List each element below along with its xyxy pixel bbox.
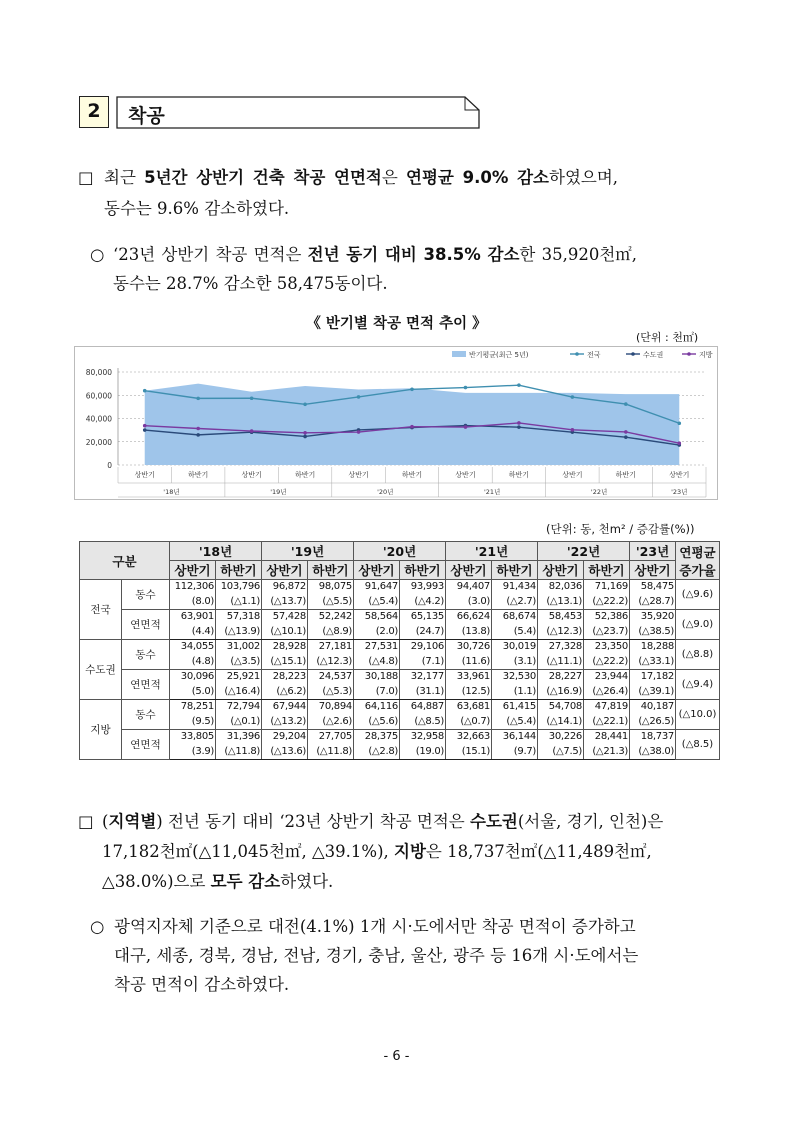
table-value: 112,306 [170, 580, 216, 595]
p3-line1 [102, 806, 663, 837]
table-metric: 연면적 [122, 610, 170, 640]
bold-text-run: 연평균 9.0% 감소 [406, 168, 549, 187]
table-value: 30,226 [538, 730, 584, 745]
text-run: ) 전년 동기 대비 ‘23년 상반기 착공 면적은 [156, 812, 470, 831]
table-value: 96,872 [262, 580, 308, 595]
legend-marker [687, 352, 691, 356]
x-tick-label: 하반기 [615, 471, 636, 479]
page-number: - 6 - [383, 1049, 410, 1064]
y-tick-label: 0 [107, 461, 112, 470]
data-point [410, 387, 414, 391]
text-run: ‘23년 상반기 착공 면적은 [113, 245, 308, 264]
table-value: 24,537 [308, 670, 354, 685]
data-point [357, 395, 361, 399]
p2-line2: 동수는 28.7% 감소한 58,475동이다. [113, 274, 388, 293]
table-change: (△13.7) [262, 595, 308, 610]
table-value: 28,375 [354, 730, 400, 745]
legend-label: 수도권 [643, 351, 664, 359]
table-row [80, 700, 720, 715]
data-point [464, 386, 468, 390]
x-tick-label: 상반기 [348, 471, 369, 479]
section-title: 착공 [128, 105, 165, 127]
table-change: (△22.2) [584, 595, 630, 610]
table-change: (△10.1) [262, 625, 308, 640]
table-change: (24.7) [400, 625, 446, 640]
table-header-half: 상반기 [538, 561, 584, 580]
p2-marker: ○ [90, 245, 105, 264]
table-header-half: 하반기 [492, 561, 538, 580]
table-header-half: 상반기 [630, 561, 676, 580]
table-value: 54,708 [538, 700, 584, 715]
p2-line1 [113, 239, 637, 270]
table-header-half: 하반기 [216, 561, 262, 580]
table-header-avg-line: 증가율 [679, 562, 716, 578]
table-metric: 동수 [122, 640, 170, 670]
table-change: (9.7) [492, 745, 538, 760]
table-header-year: '22년 [538, 542, 630, 561]
table-value: 32,958 [400, 730, 446, 745]
text-run: (서울, 경기, 인천)은 [517, 812, 664, 831]
table-change: (△16.4) [216, 685, 262, 700]
table-value: 36,144 [492, 730, 538, 745]
y-tick-label: 80,000 [85, 368, 112, 377]
data-point [143, 424, 147, 428]
table-avg-rate: (△9.0) [676, 610, 720, 640]
year-label: '20년 [377, 488, 394, 496]
table-value: 58,564 [354, 610, 400, 625]
table-change: (△5.6) [354, 715, 400, 730]
table-value: 57,428 [262, 610, 308, 625]
table-header-year: '23년 [630, 542, 676, 561]
table-value: 93,993 [400, 580, 446, 595]
table-change: (△15.1) [262, 655, 308, 670]
table-value: 18,737 [630, 730, 676, 745]
table-change: (△2.7) [492, 595, 538, 610]
table-header-year: '19년 [262, 542, 354, 561]
table-row-change [80, 595, 720, 610]
table-change: (△6.2) [262, 685, 308, 700]
series-area-0 [145, 384, 680, 465]
table-change: (9.5) [170, 715, 216, 730]
area-trend-chart [74, 346, 718, 500]
data-point [517, 421, 521, 425]
table-value: 47,819 [584, 700, 630, 715]
table-row-change [80, 745, 720, 760]
table-header-half: 하반기 [584, 561, 630, 580]
legend-label: 전국 [587, 351, 601, 359]
table-change: (4.4) [170, 625, 216, 640]
table-change: (△2.6) [308, 715, 354, 730]
table-change: (11.6) [446, 655, 492, 670]
table-value: 29,204 [262, 730, 308, 745]
section-title-box [116, 96, 480, 129]
table-avg-rate: (△10.0) [676, 700, 720, 730]
year-label: '22년 [590, 488, 608, 496]
table-value: 28,928 [262, 640, 308, 655]
data-point [571, 395, 575, 399]
text-run: △38.0%)으로 [102, 872, 211, 891]
x-tick-label: 상반기 [455, 471, 476, 479]
table-metric: 연면적 [122, 730, 170, 760]
year-label: '21년 [484, 488, 501, 496]
section-number: 2 [79, 96, 109, 128]
table-change: (△11.1) [538, 655, 584, 670]
table-header-half: 하반기 [400, 561, 446, 580]
data-point [303, 435, 307, 439]
table-row [80, 730, 720, 745]
year-label: '23년 [671, 488, 688, 496]
table-value: 34,055 [170, 640, 216, 655]
table-change: (19.0) [400, 745, 446, 760]
chart-title: 《 반기별 착공 면적 추이 》 [306, 316, 487, 332]
table-value: 52,386 [584, 610, 630, 625]
data-point [517, 425, 521, 429]
table-change: (△38.0) [630, 745, 676, 760]
table-value: 52,242 [308, 610, 354, 625]
table-change: (△13.6) [262, 745, 308, 760]
data-point [677, 421, 681, 425]
table-metric: 연면적 [122, 670, 170, 700]
chart-unit: (단위 : 천㎡) [636, 331, 699, 344]
table-value: 23,944 [584, 670, 630, 685]
data-point [143, 428, 147, 432]
table-change: (△13.9) [216, 625, 262, 640]
table-header-half: 상반기 [262, 561, 308, 580]
table-value: 63,681 [446, 700, 492, 715]
table-value: 33,805 [170, 730, 216, 745]
table-value: 32,663 [446, 730, 492, 745]
table-value: 27,181 [308, 640, 354, 655]
table-value: 32,177 [400, 670, 446, 685]
table-value: 28,223 [262, 670, 308, 685]
text-run: 하였으며, [549, 168, 619, 187]
table-value: 30,726 [446, 640, 492, 655]
table-row [80, 670, 720, 685]
table-value: 91,647 [354, 580, 400, 595]
legend-swatch [452, 351, 466, 357]
data-point [303, 402, 307, 406]
p3-marker: □ [78, 812, 94, 831]
table-change: (△5.5) [308, 595, 354, 610]
table-change: (7.1) [400, 655, 446, 670]
table-group-name: 수도권 [80, 640, 122, 700]
table-change: (△4.8) [354, 655, 400, 670]
table-change: (△33.1) [630, 655, 676, 670]
table-change: (△11.8) [216, 745, 262, 760]
table-change: (△12.3) [538, 625, 584, 640]
bold-text-run: 지방 [394, 842, 426, 861]
data-point [196, 427, 200, 431]
data-point [624, 435, 628, 439]
table-value: 25,921 [216, 670, 262, 685]
table-group-name: 전국 [80, 580, 122, 640]
table-header-group: 구분 [80, 542, 170, 580]
data-point [250, 396, 254, 400]
x-tick-label: 상반기 [134, 471, 155, 479]
table-value: 58,475 [630, 580, 676, 595]
table-change: (7.0) [354, 685, 400, 700]
legend-label: 반기평균(최근 5년) [469, 351, 529, 359]
table-change: (1.1) [492, 685, 538, 700]
table-header-half: 상반기 [446, 561, 492, 580]
data-point [196, 397, 200, 401]
table-value: 31,002 [216, 640, 262, 655]
table-value: 23,350 [584, 640, 630, 655]
y-tick-label: 40,000 [85, 414, 112, 424]
table-header-half: 하반기 [308, 561, 354, 580]
table-change: (△21.3) [584, 745, 630, 760]
year-label: '19년 [270, 488, 287, 496]
legend-marker [575, 352, 579, 356]
table-change: (△8.5) [400, 715, 446, 730]
table-avg-rate: (△8.8) [676, 640, 720, 670]
table-change: (12.5) [446, 685, 492, 700]
table-change: (△7.5) [538, 745, 584, 760]
table-change: (△23.7) [584, 625, 630, 640]
table-change: (4.8) [170, 655, 216, 670]
legend-marker [631, 352, 635, 356]
table-change: (△26.5) [630, 715, 676, 730]
table-value: 82,036 [538, 580, 584, 595]
table-value: 31,396 [216, 730, 262, 745]
table-value: 68,674 [492, 610, 538, 625]
p3-line3 [102, 866, 333, 897]
table-value: 40,187 [630, 700, 676, 715]
table-value: 27,531 [354, 640, 400, 655]
text-run: 은 18,737천㎡(△11,489천㎡, [425, 842, 652, 861]
bold-text-run: 모두 감소 [210, 872, 281, 891]
bold-text-run: 수도권 [470, 812, 518, 831]
table-change: (△5.4) [492, 715, 538, 730]
data-point [410, 425, 414, 429]
x-tick-label: 하반기 [188, 471, 209, 479]
table-value: 18,288 [630, 640, 676, 655]
table-value: 30,019 [492, 640, 538, 655]
x-tick-label: 상반기 [241, 471, 262, 479]
x-tick-label: 상반기 [669, 471, 690, 479]
table-change: (△38.5) [630, 625, 676, 640]
table-value: 103,796 [216, 580, 262, 595]
table-change: (3.1) [492, 655, 538, 670]
table-row [80, 610, 720, 625]
table-header-half: 상반기 [170, 561, 216, 580]
table-change: (△5.4) [354, 595, 400, 610]
data-point [677, 441, 681, 445]
table-value: 27,705 [308, 730, 354, 745]
table-change: (△3.5) [216, 655, 262, 670]
table-row-change [80, 655, 720, 670]
table-change: (△13.2) [262, 715, 308, 730]
table-change: (31.1) [400, 685, 446, 700]
x-tick-label: 하반기 [401, 471, 423, 479]
x-tick-label: 하반기 [294, 471, 316, 479]
text-run: 하였다. [280, 872, 334, 891]
table-change: (△22.1) [584, 715, 630, 730]
p1-line1 [104, 162, 618, 193]
table-value: 30,096 [170, 670, 216, 685]
table-value: 65,135 [400, 610, 446, 625]
p4-line3: 착공 면적이 감소하였다. [114, 975, 290, 994]
text-run: 17,182천㎡(△11,045천㎡, △39.1%), [102, 842, 394, 861]
table-change: (△0.1) [216, 715, 262, 730]
table-value: 70,894 [308, 700, 354, 715]
table-header-half: 상반기 [354, 561, 400, 580]
table-change: (13.8) [446, 625, 492, 640]
text-run: 최근 [104, 168, 145, 187]
table-header-year: '18년 [170, 542, 262, 561]
table-header-avg [676, 542, 720, 580]
table-change: (△8.9) [308, 625, 354, 640]
legend-label: 지방 [699, 351, 713, 359]
data-point [571, 428, 575, 432]
table-value: 71,169 [584, 580, 630, 595]
x-tick-label: 하반기 [508, 471, 530, 479]
table-header-avg-line: 연평균 [679, 544, 716, 560]
table-value: 33,961 [446, 670, 492, 685]
p1-line2: 동수는 9.6% 감소하였다. [104, 199, 290, 218]
table-value: 32,530 [492, 670, 538, 685]
table-change: (15.1) [446, 745, 492, 760]
data-point [357, 430, 361, 434]
table-change: (△2.8) [354, 745, 400, 760]
bold-text-run: 지역별 [108, 812, 157, 831]
p1-marker: □ [78, 168, 94, 187]
p4-marker: ○ [90, 917, 105, 936]
table-value: 64,116 [354, 700, 400, 715]
data-point [624, 402, 628, 406]
table-value: 91,434 [492, 580, 538, 595]
year-label: '18년 [163, 488, 180, 496]
table-change: (8.0) [170, 595, 216, 610]
table-value: 66,624 [446, 610, 492, 625]
data-point [143, 389, 147, 393]
p4-line2: 대구, 세종, 경북, 경남, 전남, 경기, 충남, 울산, 광주 등 16개 시·도에서는 [114, 946, 639, 965]
data-point [464, 425, 468, 429]
table-unit: (단위: 동, 천m² / 증감률(%)) [546, 522, 695, 536]
data-point [624, 430, 628, 434]
table-value: 58,453 [538, 610, 584, 625]
table-change: (△22.2) [584, 655, 630, 670]
bold-text-run: 5년간 상반기 건축 착공 연면적 [144, 168, 382, 187]
start-stats-table [79, 541, 720, 760]
table-value: 17,182 [630, 670, 676, 685]
table-value: 29,106 [400, 640, 446, 655]
table-value: 61,415 [492, 700, 538, 715]
table-row [80, 580, 720, 595]
y-tick-label: 60,000 [85, 391, 112, 401]
y-tick-label: 20,000 [85, 437, 112, 447]
table-header-year: '21년 [446, 542, 538, 561]
table-change: (3.0) [446, 595, 492, 610]
table-row-change [80, 715, 720, 730]
bold-text-run: 전년 동기 대비 38.5% 감소 [307, 245, 520, 264]
table-value: 94,407 [446, 580, 492, 595]
table-change: (2.0) [354, 625, 400, 640]
data-point [250, 429, 254, 433]
table-change: (△1.1) [216, 595, 262, 610]
table-change: (△12.3) [308, 655, 354, 670]
data-point [303, 431, 307, 435]
table-change: (△16.9) [538, 685, 584, 700]
table-value: 27,328 [538, 640, 584, 655]
data-point [517, 383, 521, 387]
table-avg-rate: (△8.5) [676, 730, 720, 760]
table-change: (△5.3) [308, 685, 354, 700]
x-tick-label: 상반기 [562, 471, 583, 479]
text-run: 한 35,920천㎡, [519, 245, 638, 264]
table-value: 30,188 [354, 670, 400, 685]
table-change: (5.0) [170, 685, 216, 700]
p4-line1: 광역지자체 기준으로 대전(4.1%) 1개 시·도에서만 착공 면적이 증가하고 [114, 917, 636, 936]
table-change: (△14.1) [538, 715, 584, 730]
table-change: (△0.7) [446, 715, 492, 730]
table-value: 72,794 [216, 700, 262, 715]
table-value: 64,887 [400, 700, 446, 715]
table-row-change [80, 685, 720, 700]
data-point [196, 433, 200, 437]
table-change: (3.9) [170, 745, 216, 760]
table-row [80, 640, 720, 655]
table-value: 78,251 [170, 700, 216, 715]
table-value: 98,075 [308, 580, 354, 595]
table-change: (△11.8) [308, 745, 354, 760]
table-change: (△4.2) [400, 595, 446, 610]
table-change: (△13.1) [538, 595, 584, 610]
table-change: (5.4) [492, 625, 538, 640]
table-value: 35,920 [630, 610, 676, 625]
table-avg-rate: (△9.4) [676, 670, 720, 700]
text-run: ( [102, 812, 109, 831]
table-row-change [80, 625, 720, 640]
table-value: 28,227 [538, 670, 584, 685]
table-value: 67,944 [262, 700, 308, 715]
table-change: (△26.4) [584, 685, 630, 700]
p3-line2 [102, 836, 652, 867]
table-change: (△39.1) [630, 685, 676, 700]
table-value: 28,441 [584, 730, 630, 745]
table-avg-rate: (△9.6) [676, 580, 720, 610]
table-metric: 동수 [122, 580, 170, 610]
table-metric: 동수 [122, 700, 170, 730]
table-value: 63,901 [170, 610, 216, 625]
text-run: 은 [381, 168, 407, 187]
table-value: 57,318 [216, 610, 262, 625]
table-group-name: 지방 [80, 700, 122, 760]
table-header-year: '20년 [354, 542, 446, 561]
table-change: (△28.7) [630, 595, 676, 610]
